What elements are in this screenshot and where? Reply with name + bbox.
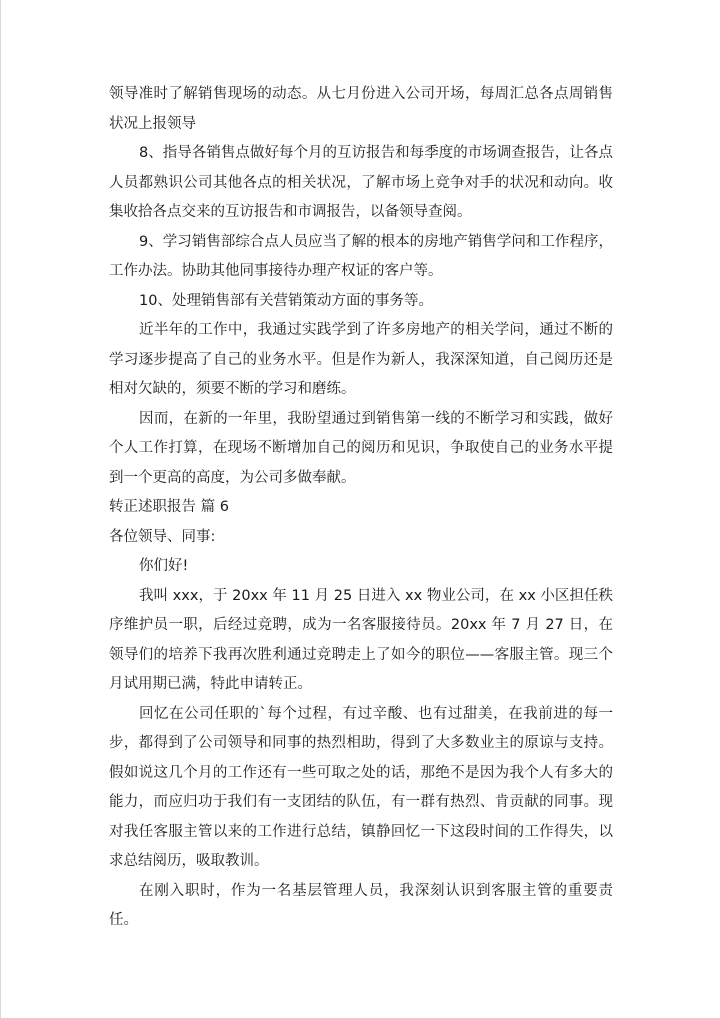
paragraph-7: 我叫 xxx，于 20xx 年 11 月 25 日进入 xx 物业公司，在 xx 小区担任秩序维护员一职，后经过竞聘，成为一名客服接待员。20xx 年 7 月 27 日，在领导们的培养下我再次胜利通过竞聘走上了如今的职位——客服主管。现三个月试用期已满，特此申请转正。 [109,587,613,692]
paragraph-4: 10、处理销售部有关营销策动方面的事务等。 [139,292,433,309]
salutation: 各位领导、同事: [109,528,216,545]
document-body [109,80,613,936]
paragraph-5: 近半年的工作中，我通过实践学到了许多房地产的相关学问，通过不断的学习逐步提高了自己的业务水平。但是作为新人，我深深知道，自己阅历还是相对欠缺的，须要不断的学习和磨练。 [109,322,613,397]
greeting: 你们好! [139,558,189,574]
paragraph-9: 在刚入职时，作为一名基层管理人员，我深刻认识到客服主管的重要责任。 [109,882,613,928]
paragraph-3: 9、学习销售部综合点人员应当了解的根本的房地产销售学问和工作程序，工作办法。协助其他同事接待办理产权证的客户等。 [109,233,613,279]
paragraph-1: 领导准时了解销售现场的动态。从七月份进入公司开场，每周汇总各点周销售状况上报领导 [109,86,613,132]
paragraph-6: 因而，在新的一年里，我盼望通过到销售第一线的不断学习和实践，做好个人工作打算，在现场不断增加自己的阅历和见识，争取使自己的业务水平提到一个更高的高度，为公司多做奉献。 [109,410,613,486]
section-heading: 转正述职报告 篇 6 [109,499,229,515]
paragraph-8: 回忆在公司任职的`每个过程，有过辛酸、也有过甜美，在我前进的每一步，都得到了公司领导和同事的热烈相助，得到了大多数业主的原谅与支持。假如说这几个月的工作还有一些可取之处的话，那绝不是因为我个人有多大的能力，而应归功于我们有一支团结的队伍，有一群有热烈、肯贡献的同事。现对我任客服主管以来的工作进行总结，镇静回忆一下这段时间的工作得失，以求总结阅历，吸取教训。 [109,705,613,869]
paragraph-2: 8、指导各销售点做好每个月的互访报告和每季度的市场调查报告，让各点人员都熟识公司其他各点的相关状况，了解市场上竞争对手的状况和动向。收集收拾各点交来的互访报告和市调报告，以备领导查阅。 [109,145,613,220]
